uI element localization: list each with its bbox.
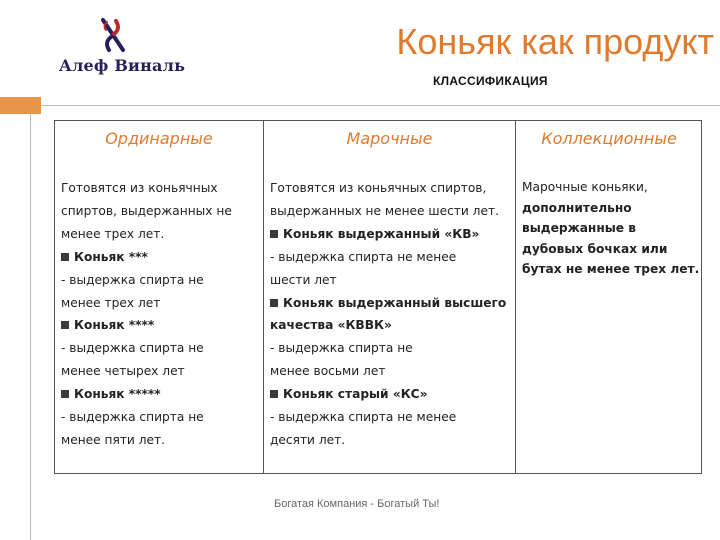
square-bullet-icon [270, 230, 278, 238]
line-text: - выдержка спирта не менее [270, 410, 457, 425]
line-text: качества «КВВК» [270, 318, 392, 333]
horizontal-divider [41, 105, 720, 106]
slide-subtitle: КЛАССИФИКАЦИЯ [433, 74, 548, 88]
line-text: Коньяк выдержанный «КВ» [283, 226, 480, 241]
text-line [270, 200, 513, 223]
slide-title: Коньяк как продукт [396, 21, 714, 62]
square-bullet-icon [61, 253, 69, 261]
text-line [61, 337, 261, 360]
text-line [270, 314, 513, 337]
square-bullet-icon [61, 321, 69, 329]
column-body [270, 177, 513, 452]
line-text: Готовятся из коньячных [61, 181, 218, 195]
bullet-item [270, 292, 513, 315]
line-text: Коньяк *** [74, 249, 148, 264]
square-bullet-icon [270, 299, 278, 307]
footer-slogan: Богатая Компания - Богатый Ты! [274, 498, 440, 510]
line-text: - выдержка спирта не [61, 272, 204, 287]
line-text: Коньяк выдержанный высшего [283, 295, 507, 310]
line-text: спиртов, выдержанных не [61, 203, 232, 218]
bullet-item [61, 314, 261, 337]
text-line [270, 360, 513, 383]
line-text: Коньяк ***** [74, 387, 161, 402]
text-line [61, 223, 261, 246]
line-text: - выдержка спирта не менее [270, 249, 457, 264]
text-line [522, 177, 700, 198]
text-line [270, 269, 513, 292]
column-collection [516, 121, 702, 473]
line-text: менее пяти лет. [61, 432, 165, 447]
vertical-divider [30, 114, 31, 540]
bullet-item [61, 246, 261, 269]
logo-text: Алеф Виналь [58, 56, 186, 75]
text-line [522, 239, 700, 260]
square-bullet-icon [270, 390, 278, 398]
text-line [61, 406, 261, 429]
text-line [522, 218, 700, 239]
text-line [61, 292, 261, 315]
line-text: Марочные коньяки, [522, 180, 648, 194]
bullet-item [270, 223, 513, 246]
column-heading: Коллекционные [541, 129, 677, 148]
line-text: менее трех лет. [61, 226, 165, 241]
line-text: десяти лет. [270, 432, 346, 447]
text-line [61, 177, 261, 200]
text-line [61, 269, 261, 292]
line-text: - выдержка спирта не [61, 410, 204, 425]
aleph-logo-icon [94, 16, 132, 54]
line-text: дубовых бочках или [522, 241, 668, 256]
line-text: - выдержка спирта не [61, 341, 204, 356]
bullet-item [61, 383, 261, 406]
text-line [270, 337, 513, 360]
line-text: Коньяк **** [74, 318, 155, 333]
classification-table [54, 120, 702, 474]
line-text: - выдержка спирта не [270, 341, 413, 356]
column-body [522, 177, 700, 280]
text-line [270, 406, 513, 429]
line-text: менее четырех лет [61, 364, 185, 379]
text-line [61, 360, 261, 383]
line-text: выдержанные в [522, 221, 637, 235]
column-heading: Ординарные [105, 129, 213, 148]
column-vintage [264, 121, 515, 473]
text-line [61, 200, 261, 223]
company-logo [52, 16, 192, 82]
line-text: Коньяк старый «КС» [283, 387, 428, 402]
column-heading: Марочные [346, 129, 433, 148]
text-line [522, 259, 700, 280]
bullet-item [270, 383, 513, 406]
line-text: шести лет [270, 272, 337, 287]
line-text: менее трех лет [61, 295, 161, 310]
text-line [61, 429, 261, 452]
text-line [270, 429, 513, 452]
column-ordinary [55, 121, 263, 473]
square-bullet-icon [61, 390, 69, 398]
text-line [270, 177, 513, 200]
column-body [61, 177, 261, 452]
line-text: менее восьми лет [270, 364, 386, 379]
accent-block [0, 97, 41, 114]
line-text: дополнительно [522, 200, 632, 215]
line-text: бутах не менее трех лет. [522, 262, 700, 276]
line-text: выдержанных не менее шести лет. [270, 203, 499, 218]
text-line [270, 246, 513, 269]
line-text: Готовятся из коньячных спиртов, [270, 181, 487, 195]
text-line [522, 198, 700, 219]
